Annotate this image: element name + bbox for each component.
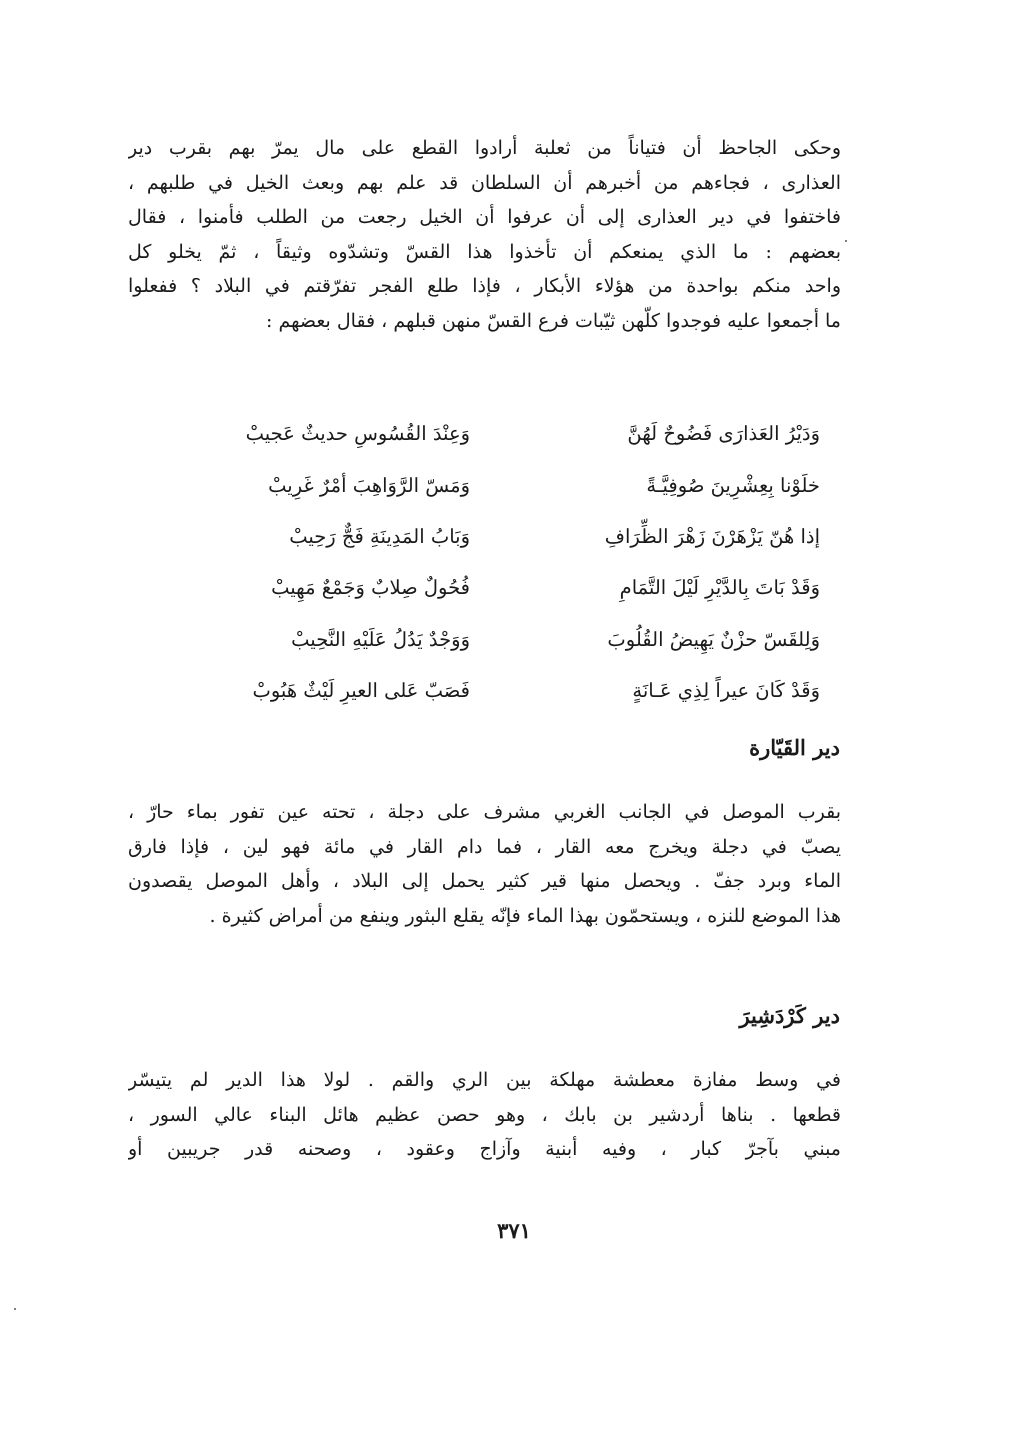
paragraph-line: وحكى الجاحظ أن فتياناً من ثعلبة أرادوا القطع على مال يمرّ بهم بقرب دير <box>128 137 841 159</box>
verse-first-hemistich: إذا هُنّ يَزْهَرْنَ زَهْرَ الظِّرَافِ <box>604 524 820 548</box>
paragraph-line: مبني بآجرّ كبار ، وفيه أبنية وآزاج وعقود ، وصحنه قدر جريبين أو <box>128 1138 841 1161</box>
scan-speck <box>14 1308 16 1310</box>
verse-first-hemistich: وَدَيْرُ العَذارَى فَضُوحٌ لَهُنَّ <box>627 422 820 446</box>
paragraph-line: هذا الموضع للنزه ، ويستحمّون بهذا الماء فإنّه يقلع البثور وينفع من أمراض كثيرة . <box>209 904 841 927</box>
paragraph-line: قطعها . بناها أردشير بن بابك ، وهو حصن عظيم هائل البناء عالي السور ، <box>128 1103 841 1126</box>
poem-verse <box>150 665 820 716</box>
verse-second-hemistich: وَعِنْدَ القُسُوسِ حديثٌ عَجيبْ <box>245 422 470 446</box>
poem-verse <box>150 511 820 562</box>
scan-speck <box>845 240 847 242</box>
poem-verse <box>150 614 820 665</box>
paragraph-line: واحد منكم بواحدة من هؤلاء الأبكار ، فإذا طلع الفجر تفرّقتم في البلاد ؟ ففعلوا <box>128 275 841 298</box>
paragraph-line: فاختفوا في دير العذارى إلى أن عرفوا أن الخيل رجعت من الطلب فأمنوا ، فقال <box>128 206 841 229</box>
paragraph-line: العذارى ، فجاءهم من أخبرهم أن السلطان قد علم بهم وبعث الخيل في طلبهم ، <box>128 171 841 194</box>
verse-first-hemistich: خلَوْنا بِعِشْرِينَ صُوفِيَّـةً <box>646 473 820 497</box>
poem-verse <box>150 562 820 613</box>
section-heading-dayr-al-qayyara: دير القَيّارة <box>749 735 840 760</box>
poem-verse <box>150 408 820 459</box>
verse-second-hemistich: فُحُولٌ صِلابٌ وَجَمْعٌ مَهِيبْ <box>271 576 470 600</box>
paragraph-line: الماء وبرد جفّ . ويحصل منها قير كثير يحمل إلى البلاد ، وأهل الموصل يقصدون <box>128 870 841 893</box>
poem-verse <box>150 459 820 510</box>
paragraph-line: في وسط مفازة معطشة مهلكة بين الري والقم . لولا هذا الدير لم يتيسّر <box>128 1069 841 1091</box>
paragraph-line: بقرب الموصل في الجانب الغربي مشرف على دجلة ، تحته عين تفور بماء حارّ ، <box>128 801 841 823</box>
paragraph-line: بعضهم : ما الذي يمنعكم أن تأخذوا هذا القسّ وتشدّوه وثيقاً ، ثمّ يخلو كل <box>128 240 841 263</box>
paragraph-dayr-al-qayyara <box>128 795 841 933</box>
verse-second-hemistich: فَصَبّ عَلى العيرِ لَيْثٌ هَبُوبْ <box>252 679 470 703</box>
paragraph-line: ما أجمعوا عليه فوجدوا كلّهن ثيّبات فرع القسّ منهن قبلهم ، فقال بعضهم : <box>266 309 841 332</box>
verse-first-hemistich: وَلِلقَسّ حزْنٌ يَهِيضُ القُلُوبَ <box>607 627 820 651</box>
verse-first-hemistich: وَقَدْ كَانَ عيراً لِذِي عَـانَةٍ <box>632 679 820 703</box>
paragraph-line: يصبّ في دجلة ويخرج معه القار ، فما دام القار في مائة فهو لين ، فإذا فارق <box>128 835 841 858</box>
page-number: ٣٧١ <box>497 1218 531 1243</box>
paragraph-jahiz-story <box>128 131 841 339</box>
poem <box>150 408 820 716</box>
verse-second-hemistich: وَبَابُ المَدِينَةِ فَجٌّ رَحِيبْ <box>289 524 470 548</box>
section-heading-dayr-kardashir: دير كَرْدَشِيرَ <box>739 1003 840 1028</box>
paragraph-dayr-kardashir <box>128 1063 841 1167</box>
verse-second-hemistich: وَوَجْدٌ يَدُلُ عَلَيْهِ النَّحِيبْ <box>291 627 470 651</box>
verse-first-hemistich: وَقَدْ بَاتَ بِالدَّيْرِ لَيْلَ التَّمَامِ <box>619 576 820 600</box>
verse-second-hemistich: وَمَسّ الرَّوَاهِبَ أمْرٌ غَرِيبْ <box>268 473 470 497</box>
